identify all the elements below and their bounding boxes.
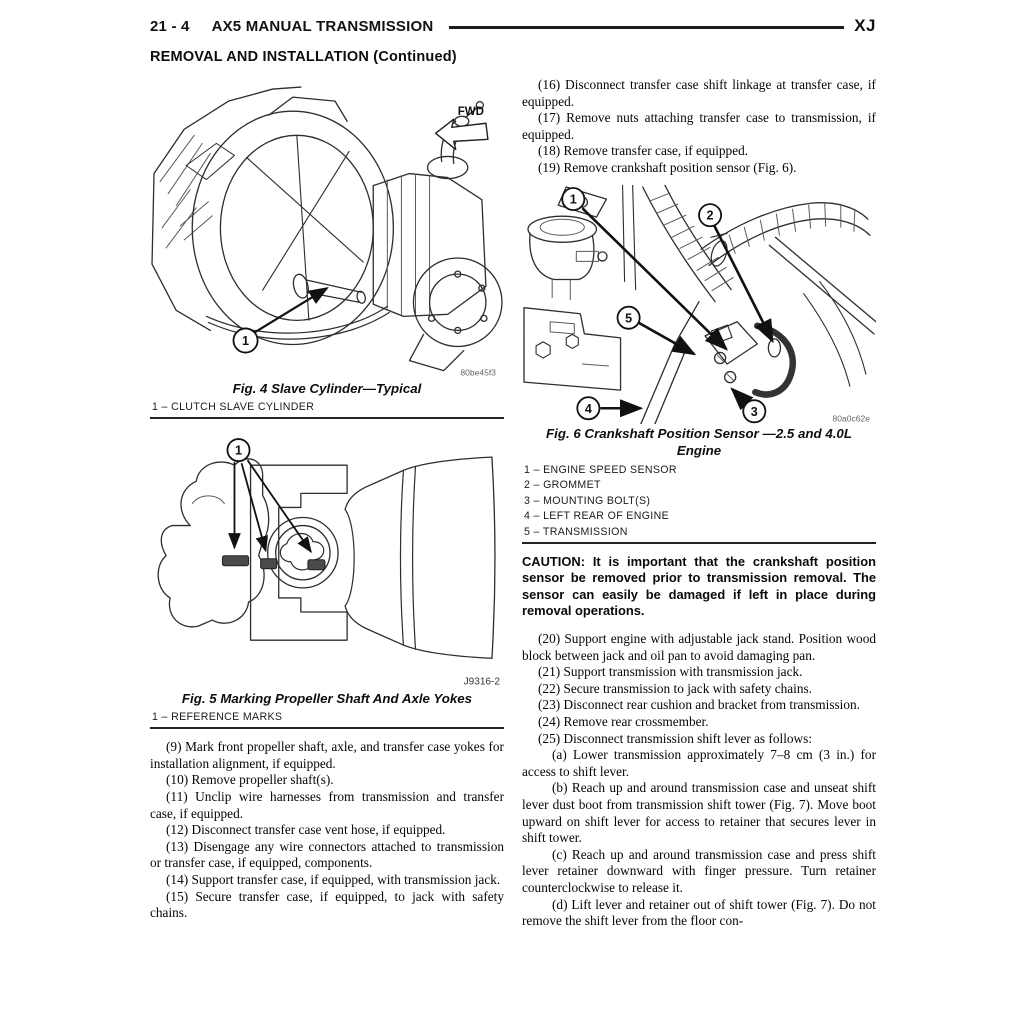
callout-3-badge — [743, 400, 765, 422]
legend-item: 4 – LEFT REAR OF ENGINE — [524, 510, 670, 523]
figure-rule — [150, 727, 504, 729]
fig5-legend — [152, 711, 504, 723]
step-paragraph: (11) Unclip wire harnesses from transmission and transfer case, if equipped. — [150, 788, 504, 821]
page-content — [150, 16, 876, 930]
callout-3-label: 3 — [750, 404, 758, 419]
callout-1-label: 1 — [235, 443, 243, 458]
section-heading: REMOVAL AND INSTALLATION (Continued) — [150, 49, 457, 65]
callout-1-label: 1 — [242, 334, 250, 349]
callout-4-badge — [577, 397, 599, 419]
fig5-drawing — [150, 429, 504, 688]
callout-1-label: 1 — [569, 192, 577, 207]
step-paragraph: (d) Lift lever and retainer out of shift tower (Fig. 7). Do not remove the shift lever from the floor con- — [522, 896, 876, 929]
callout-1-arrows — [234, 460, 310, 552]
legend-item: 2 – GROMMET — [524, 479, 601, 492]
step-paragraph: (c) Reach up and around transmission case and press shift lever retainer downward with finger pressure. Turn retainer counterclockwise to release it. — [522, 846, 876, 895]
step-paragraph: (10) Remove propeller shaft(s). — [166, 772, 334, 788]
fig6-drawing — [522, 185, 876, 424]
callout-1-badge — [227, 439, 249, 461]
page-number: 21 - 4 — [150, 17, 190, 35]
step-paragraph: (a) Lower transmission approximately 7–8 cm (3 in.) for access to shift lever. — [522, 747, 876, 779]
callout-5-badge — [618, 306, 640, 328]
callout-1-arrow — [255, 288, 327, 332]
step-paragraph: (23) Disconnect rear cushion and bracket from transmission. — [538, 697, 860, 713]
steps-9-15 — [150, 739, 504, 922]
step-paragraph: (19) Remove crankshaft position sensor (Fig. 6). — [538, 159, 797, 175]
legend-item: 5 – TRANSMISSION — [524, 525, 628, 538]
fig5-code: J9316-2 — [463, 676, 500, 688]
step-paragraph: (16) Disconnect transfer case shift linkage at transfer case, if equipped. — [522, 77, 876, 109]
fig4-drawing — [150, 77, 504, 379]
two-column-layout — [150, 77, 876, 930]
figure-4 — [150, 77, 504, 379]
legend-item: 1 – ENGINE SPEED SENSOR — [524, 463, 677, 476]
fig4-legend — [152, 401, 504, 413]
step-paragraph: (24) Remove rear crossmember. — [538, 714, 709, 730]
chapter-title: AX5 MANUAL TRANSMISSION — [211, 17, 434, 35]
caution-note: CAUTION: It is important that the crankshaft position sensor be removed prior to transmission removal. The sensor can easily be damaged if left in place during removal operations. — [522, 553, 876, 618]
legend-item: 3 – MOUNTING BOLT(S) — [524, 494, 651, 507]
fig4-caption: Fig. 4 Slave Cylinder—Typical — [232, 380, 422, 396]
step-paragraph: (9) Mark front propeller shaft, axle, and transfer case yokes for installation alignment, if equipped. — [150, 739, 504, 771]
fig6-legend — [524, 464, 876, 538]
sensor-boot — [755, 325, 792, 394]
step-paragraph: (18) Remove transfer case, if equipped. — [538, 143, 749, 159]
model-code: XJ — [854, 16, 876, 35]
callout-4-label: 4 — [584, 401, 592, 416]
figure-rule — [522, 542, 876, 544]
step-paragraph: (22) Secure transmission to jack with safety chains. — [538, 680, 812, 696]
legend-item: 1 – REFERENCE MARKS — [152, 711, 283, 724]
fig6-caption-line2: Engine — [676, 443, 722, 459]
reference-marks — [222, 556, 325, 570]
figure-6 — [522, 185, 876, 424]
step-paragraph: (20) Support engine with adjustable jack stand. Position wood block between jack and oil pan to avoid damaging pan. — [522, 631, 876, 663]
yoke-line-art — [158, 457, 495, 658]
callout-1-badge — [562, 188, 584, 210]
fig4-code: 80be45f3 — [460, 367, 496, 378]
step-paragraph: (b) Reach up and around transmission case and unseat shift lever dust boot from transmission shift tower (Fig. 7). Move boot upward on shift lever for access to retainer that secures lever in shift tower. — [522, 780, 876, 846]
steps-16-19 — [522, 77, 876, 177]
callout-arrows — [582, 208, 772, 408]
fig6-caption-line1: Fig. 6 Crankshaft Position Sensor —2.5 and 4.0L — [546, 425, 852, 441]
step-paragraph: (13) Disengage any wire connectors attached to transmission or transfer case, if equipped, components. — [150, 838, 504, 871]
callout-5-label: 5 — [625, 310, 633, 325]
fwd-arrow-icon — [436, 106, 488, 149]
fwd-label: FWD — [457, 106, 485, 119]
callout-2-label: 2 — [706, 208, 714, 223]
right-column — [522, 77, 876, 930]
step-paragraph: (25) Disconnect transmission shift lever as follows: — [538, 730, 813, 746]
fig5-caption: Fig. 5 Marking Propeller Shaft And Axle Yokes — [181, 690, 473, 706]
callout-1-badge — [233, 328, 257, 352]
figure-rule — [150, 417, 504, 419]
step-paragraph: (21) Support transmission with transmission jack. — [538, 664, 803, 680]
left-column — [150, 77, 504, 922]
fig6-code: 80a0c62e — [832, 412, 870, 423]
step-paragraph: (14) Support transfer case, if equipped, with transmission jack. — [166, 871, 501, 887]
step-paragraph: (12) Disconnect transfer case vent hose, if equipped. — [166, 822, 446, 838]
steps-20-25 — [522, 631, 876, 930]
legend-item: 1 – CLUTCH SLAVE CYLINDER — [152, 401, 315, 414]
header-rule — [449, 26, 844, 29]
page-header — [150, 16, 876, 36]
step-paragraph: (17) Remove nuts attaching transfer case to transmission, if equipped. — [522, 110, 876, 142]
callout-2-badge — [699, 204, 721, 226]
step-paragraph: (15) Secure transfer case, if equipped, to jack with safety chains. — [150, 888, 504, 921]
figure-5 — [150, 429, 504, 688]
